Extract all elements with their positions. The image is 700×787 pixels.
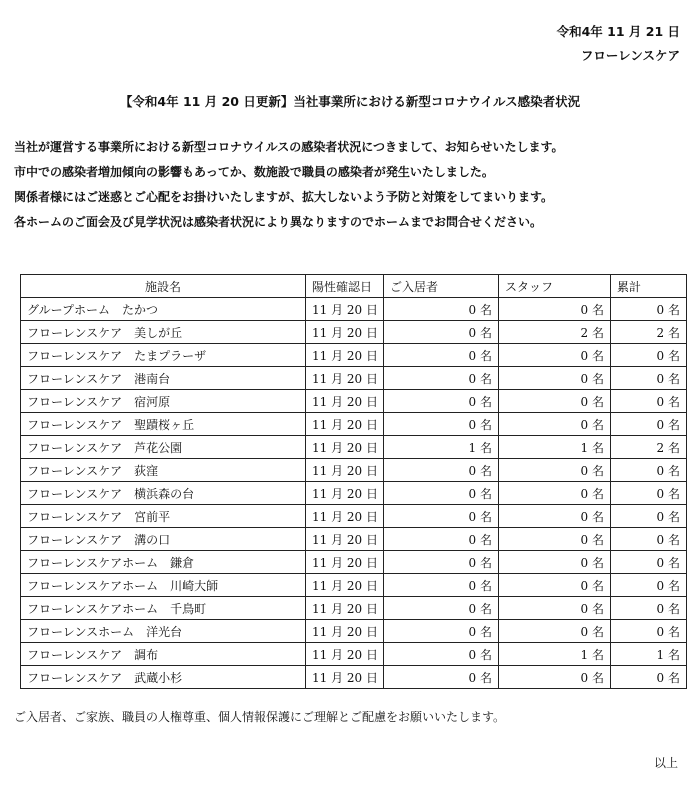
total-count-cell: 1 名 — [611, 643, 687, 666]
total-count-cell: 0 名 — [611, 551, 687, 574]
positive-date-cell: 11 月 20 日 — [306, 344, 384, 367]
table-row — [21, 413, 687, 436]
staff-count-cell: 0 名 — [499, 298, 611, 321]
column-header-positive-date: 陽性確認日 — [306, 275, 384, 298]
staff-count-cell: 0 名 — [499, 551, 611, 574]
staff-count-cell: 0 名 — [499, 413, 611, 436]
total-count-cell: 0 名 — [611, 413, 687, 436]
total-count-cell: 0 名 — [611, 344, 687, 367]
total-count-cell: 0 名 — [611, 390, 687, 413]
facility-name-cell: フローレンスケア 聖蹟桜ヶ丘 — [21, 413, 306, 436]
residents-count-cell: 0 名 — [384, 321, 499, 344]
positive-date-cell: 11 月 20 日 — [306, 436, 384, 459]
table-row — [21, 505, 687, 528]
staff-count-cell: 0 名 — [499, 344, 611, 367]
facility-name-cell: フローレンスケア 荻窪 — [21, 459, 306, 482]
residents-count-cell: 0 名 — [384, 574, 499, 597]
total-count-cell: 0 名 — [611, 505, 687, 528]
positive-date-cell: 11 月 20 日 — [306, 390, 384, 413]
document-date: 令和4年 11 月 21 日 — [556, 24, 680, 39]
table-row — [21, 390, 687, 413]
residents-count-cell: 0 名 — [384, 505, 499, 528]
positive-date-cell: 11 月 20 日 — [306, 551, 384, 574]
residents-count-cell: 0 名 — [384, 620, 499, 643]
residents-count-cell: 0 名 — [384, 666, 499, 689]
residents-count-cell: 0 名 — [384, 413, 499, 436]
total-count-cell: 0 名 — [611, 597, 687, 620]
facility-name-cell: フローレンスケア 美しが丘 — [21, 321, 306, 344]
staff-count-cell: 0 名 — [499, 459, 611, 482]
intro-paragraph — [14, 135, 563, 235]
intro-line: 当社が運営する事業所における新型コロナウイルスの感染者状況につきまして、お知らせいたします。 — [14, 140, 564, 154]
staff-count-cell: 0 名 — [499, 505, 611, 528]
positive-date-cell: 11 月 20 日 — [306, 528, 384, 551]
table-row — [21, 482, 687, 505]
positive-date-cell: 11 月 20 日 — [306, 574, 384, 597]
residents-count-cell: 1 名 — [384, 436, 499, 459]
closing-mark: 以上 — [653, 756, 678, 770]
table-row — [21, 436, 687, 459]
staff-count-cell: 0 名 — [499, 482, 611, 505]
facility-name-cell: フローレンスケア 芦花公園 — [21, 436, 306, 459]
positive-date-cell: 11 月 20 日 — [306, 298, 384, 321]
company-name: フローレンスケア — [580, 48, 680, 63]
staff-count-cell: 1 名 — [499, 436, 611, 459]
column-header-facility: 施設名 — [21, 275, 306, 298]
table-row — [21, 620, 687, 643]
table-row — [21, 597, 687, 620]
total-count-cell: 0 名 — [611, 482, 687, 505]
positive-date-cell: 11 月 20 日 — [306, 597, 384, 620]
table-row — [21, 574, 687, 597]
staff-count-cell: 0 名 — [499, 574, 611, 597]
staff-count-cell: 0 名 — [499, 597, 611, 620]
staff-count-cell: 2 名 — [499, 321, 611, 344]
table-row — [21, 459, 687, 482]
table-row — [21, 298, 687, 321]
total-count-cell: 0 名 — [611, 528, 687, 551]
table-row — [21, 344, 687, 367]
intro-line: 各ホームのご面会及び見学状況は感染者状況により異なりますのでホームまでお問合せください。 — [14, 215, 543, 229]
facility-name-cell: フローレンスケア 港南台 — [21, 367, 306, 390]
total-count-cell: 0 名 — [611, 459, 687, 482]
table-row — [21, 666, 687, 689]
facility-name-cell: フローレンスケア 調布 — [21, 643, 306, 666]
positive-date-cell: 11 月 20 日 — [306, 505, 384, 528]
total-count-cell: 0 名 — [611, 367, 687, 390]
column-header-residents: ご入居者 — [384, 275, 499, 298]
table-header-row — [21, 275, 687, 298]
positive-date-cell: 11 月 20 日 — [306, 321, 384, 344]
residents-count-cell: 0 名 — [384, 551, 499, 574]
facility-name-cell: フローレンスケア 武蔵小杉 — [21, 666, 306, 689]
facility-name-cell: フローレンスホーム 洋光台 — [21, 620, 306, 643]
facility-name-cell: フローレンスケア たまプラーザ — [21, 344, 306, 367]
document-title: 【令和4年 11 月 20 日更新】当社事業所における新型コロナウイルス感染者状況 — [119, 94, 581, 109]
positive-date-cell: 11 月 20 日 — [306, 620, 384, 643]
positive-date-cell: 11 月 20 日 — [306, 413, 384, 436]
total-count-cell: 0 名 — [611, 666, 687, 689]
column-header-total: 累計 — [611, 275, 687, 298]
staff-count-cell: 0 名 — [499, 367, 611, 390]
facility-name-cell: フローレンスケア 溝の口 — [21, 528, 306, 551]
residents-count-cell: 0 名 — [384, 482, 499, 505]
infection-status-table — [20, 274, 687, 689]
residents-count-cell: 0 名 — [384, 344, 499, 367]
total-count-cell: 2 名 — [611, 321, 687, 344]
positive-date-cell: 11 月 20 日 — [306, 367, 384, 390]
table-row — [21, 528, 687, 551]
positive-date-cell: 11 月 20 日 — [306, 459, 384, 482]
positive-date-cell: 11 月 20 日 — [306, 643, 384, 666]
total-count-cell: 0 名 — [611, 298, 687, 321]
facility-name-cell: フローレンスケアホーム 鎌倉 — [21, 551, 306, 574]
staff-count-cell: 0 名 — [499, 666, 611, 689]
residents-count-cell: 0 名 — [384, 390, 499, 413]
facility-name-cell: フローレンスケア 横浜森の台 — [21, 482, 306, 505]
staff-count-cell: 0 名 — [499, 390, 611, 413]
residents-count-cell: 0 名 — [384, 459, 499, 482]
positive-date-cell: 11 月 20 日 — [306, 666, 384, 689]
residents-count-cell: 0 名 — [384, 597, 499, 620]
residents-count-cell: 0 名 — [384, 367, 499, 390]
staff-count-cell: 0 名 — [499, 620, 611, 643]
intro-line: 市中での感染者増加傾向の影響もあってか、数施設で職員の感染者が発生いたしました。 — [14, 165, 494, 179]
total-count-cell: 0 名 — [611, 620, 687, 643]
column-header-staff: スタッフ — [499, 275, 611, 298]
residents-count-cell: 0 名 — [384, 298, 499, 321]
residents-count-cell: 0 名 — [384, 528, 499, 551]
staff-count-cell: 0 名 — [499, 528, 611, 551]
table-body — [21, 298, 687, 689]
facility-name-cell: フローレンスケアホーム 川崎大師 — [21, 574, 306, 597]
facility-name-cell: フローレンスケアホーム 千鳥町 — [21, 597, 306, 620]
total-count-cell: 2 名 — [611, 436, 687, 459]
table-row — [21, 551, 687, 574]
table-row — [21, 643, 687, 666]
residents-count-cell: 0 名 — [384, 643, 499, 666]
facility-name-cell: フローレンスケア 宮前平 — [21, 505, 306, 528]
positive-date-cell: 11 月 20 日 — [306, 482, 384, 505]
table-row — [21, 321, 687, 344]
total-count-cell: 0 名 — [611, 574, 687, 597]
intro-line: 関係者様にはご迷惑とご心配をお掛けいたしますが、拡大しないよう予防と対策をしてまいります。 — [14, 190, 554, 204]
table-row — [21, 367, 687, 390]
facility-name-cell: グループホーム たかつ — [21, 298, 306, 321]
facility-name-cell: フローレンスケア 宿河原 — [21, 390, 306, 413]
staff-count-cell: 1 名 — [499, 643, 611, 666]
footer-note: ご入居者、ご家族、職員の人権尊重、個人情報保護にご理解とご配慮をお願いいたします。 — [14, 710, 506, 724]
